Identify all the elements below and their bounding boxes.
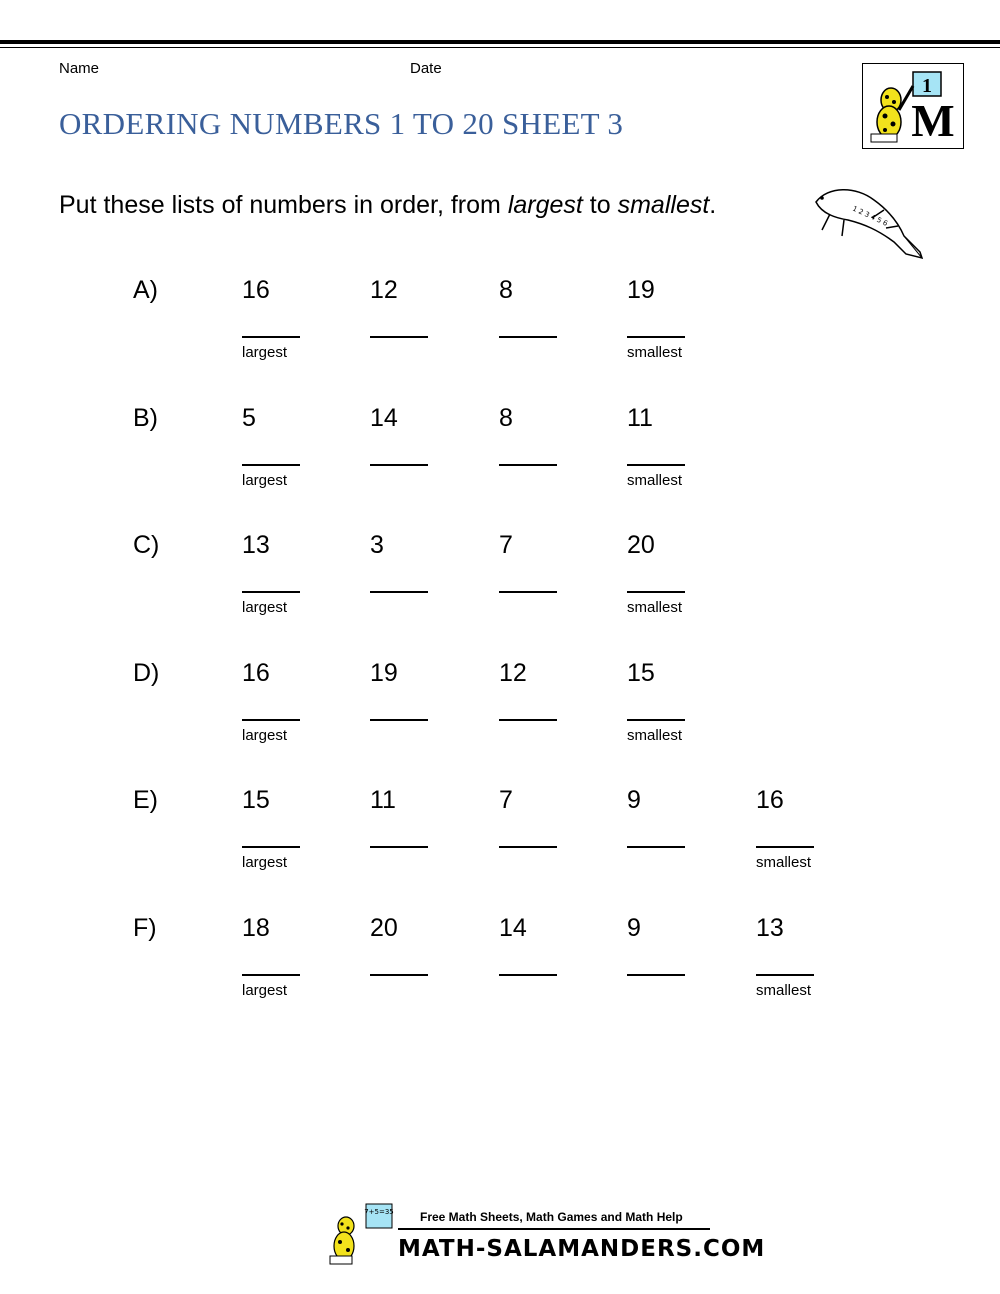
smallest-note: smallest xyxy=(756,854,812,871)
answer-blank[interactable] xyxy=(627,719,685,721)
number-value: 5 xyxy=(242,404,256,432)
number-value: 11 xyxy=(627,404,653,432)
number-value: 20 xyxy=(627,531,655,559)
answer-blank[interactable] xyxy=(499,464,557,466)
logo-grade-text: 1 xyxy=(922,75,932,97)
smallest-note: smallest xyxy=(627,344,683,361)
number-value: 15 xyxy=(627,659,655,687)
instruction-text-3: . xyxy=(709,191,717,219)
number-value: 3 xyxy=(370,531,384,559)
number-value: 8 xyxy=(499,404,513,432)
instruction-emphasis-largest: largest xyxy=(507,191,583,219)
largest-note: largest xyxy=(242,982,288,999)
answer-blank[interactable] xyxy=(242,591,300,593)
salamander-number-strip: 1 2 3 4 5 6 xyxy=(851,204,889,228)
answer-blank[interactable] xyxy=(370,591,428,593)
instruction-text-1: Put these lists of numbers in order, from xyxy=(59,191,508,219)
number-value: 19 xyxy=(627,276,655,304)
number-value: 9 xyxy=(627,914,641,942)
answer-blank[interactable] xyxy=(499,336,557,338)
footer-sign-text: 7+5=35 xyxy=(364,1208,394,1216)
footer-divider xyxy=(398,1228,710,1230)
answer-blank[interactable] xyxy=(756,846,814,848)
problem-label: F) xyxy=(133,914,157,942)
answer-blank[interactable] xyxy=(242,846,300,848)
instructions xyxy=(59,191,716,220)
problem-label: D) xyxy=(133,659,160,687)
number-value: 13 xyxy=(756,914,784,942)
number-value: 14 xyxy=(370,404,398,432)
answer-blank[interactable] xyxy=(627,846,685,848)
problem-row xyxy=(0,531,1000,659)
footer-tagline: Free Math Sheets, Math Games and Math Help xyxy=(420,1210,683,1224)
problem-row xyxy=(0,659,1000,787)
number-value: 14 xyxy=(499,914,527,942)
number-value: 15 xyxy=(242,786,270,814)
name-label: Name xyxy=(59,60,100,77)
answer-blank[interactable] xyxy=(627,336,685,338)
logo-letter: M xyxy=(911,95,955,146)
footer-brand: MATH-SALAMANDERS.COM xyxy=(398,1236,766,1262)
smallest-note: smallest xyxy=(627,472,683,489)
footer-salamander-icon xyxy=(326,1198,398,1268)
problem-row xyxy=(0,276,1000,404)
largest-note: largest xyxy=(242,472,288,489)
number-value: 19 xyxy=(370,659,398,687)
answer-blank[interactable] xyxy=(370,336,428,338)
largest-note: largest xyxy=(242,727,288,744)
number-value: 12 xyxy=(370,276,398,304)
answer-blank[interactable] xyxy=(499,591,557,593)
answer-blank[interactable] xyxy=(242,719,300,721)
top-rule xyxy=(0,40,1000,44)
number-value: 16 xyxy=(756,786,784,814)
salamander-illustration-icon xyxy=(808,180,926,262)
top-rule-thin xyxy=(0,47,1000,48)
answer-blank[interactable] xyxy=(627,974,685,976)
number-value: 18 xyxy=(242,914,270,942)
number-value: 7 xyxy=(499,531,513,559)
problem-label: B) xyxy=(133,404,158,432)
number-value: 16 xyxy=(242,276,270,304)
number-value: 13 xyxy=(242,531,270,559)
number-value: 12 xyxy=(499,659,527,687)
page-title: ORDERING NUMBERS 1 TO 20 SHEET 3 xyxy=(59,106,624,141)
largest-note: largest xyxy=(242,599,288,616)
problem-row xyxy=(0,786,1000,914)
answer-blank[interactable] xyxy=(627,464,685,466)
smallest-note: smallest xyxy=(627,599,683,616)
number-value: 7 xyxy=(499,786,513,814)
answer-blank[interactable] xyxy=(370,974,428,976)
salamander-grade-logo-icon xyxy=(863,64,963,148)
problem-label: E) xyxy=(133,786,158,814)
answer-blank[interactable] xyxy=(499,719,557,721)
smallest-note: smallest xyxy=(756,982,812,999)
grade-logo xyxy=(862,63,964,149)
instruction-text-2: to xyxy=(582,191,618,219)
answer-blank[interactable] xyxy=(499,974,557,976)
answer-blank[interactable] xyxy=(370,719,428,721)
instruction-emphasis-smallest: smallest xyxy=(617,191,710,219)
number-value: 20 xyxy=(370,914,398,942)
date-label: Date xyxy=(410,60,442,77)
answer-blank[interactable] xyxy=(370,846,428,848)
answer-blank[interactable] xyxy=(756,974,814,976)
answer-blank[interactable] xyxy=(242,974,300,976)
largest-note: largest xyxy=(242,344,288,361)
number-value: 11 xyxy=(370,786,396,814)
answer-blank[interactable] xyxy=(242,336,300,338)
smallest-note: smallest xyxy=(627,727,683,744)
problem-row xyxy=(0,914,1000,1042)
answer-blank[interactable] xyxy=(242,464,300,466)
problem-row xyxy=(0,404,1000,532)
answer-blank[interactable] xyxy=(627,591,685,593)
number-value: 16 xyxy=(242,659,270,687)
answer-blank[interactable] xyxy=(499,846,557,848)
problem-label: A) xyxy=(133,276,158,304)
problem-label: C) xyxy=(133,531,160,559)
largest-note: largest xyxy=(242,854,288,871)
number-value: 8 xyxy=(499,276,513,304)
number-value: 9 xyxy=(627,786,641,814)
footer-logo xyxy=(326,1198,766,1268)
answer-blank[interactable] xyxy=(370,464,428,466)
